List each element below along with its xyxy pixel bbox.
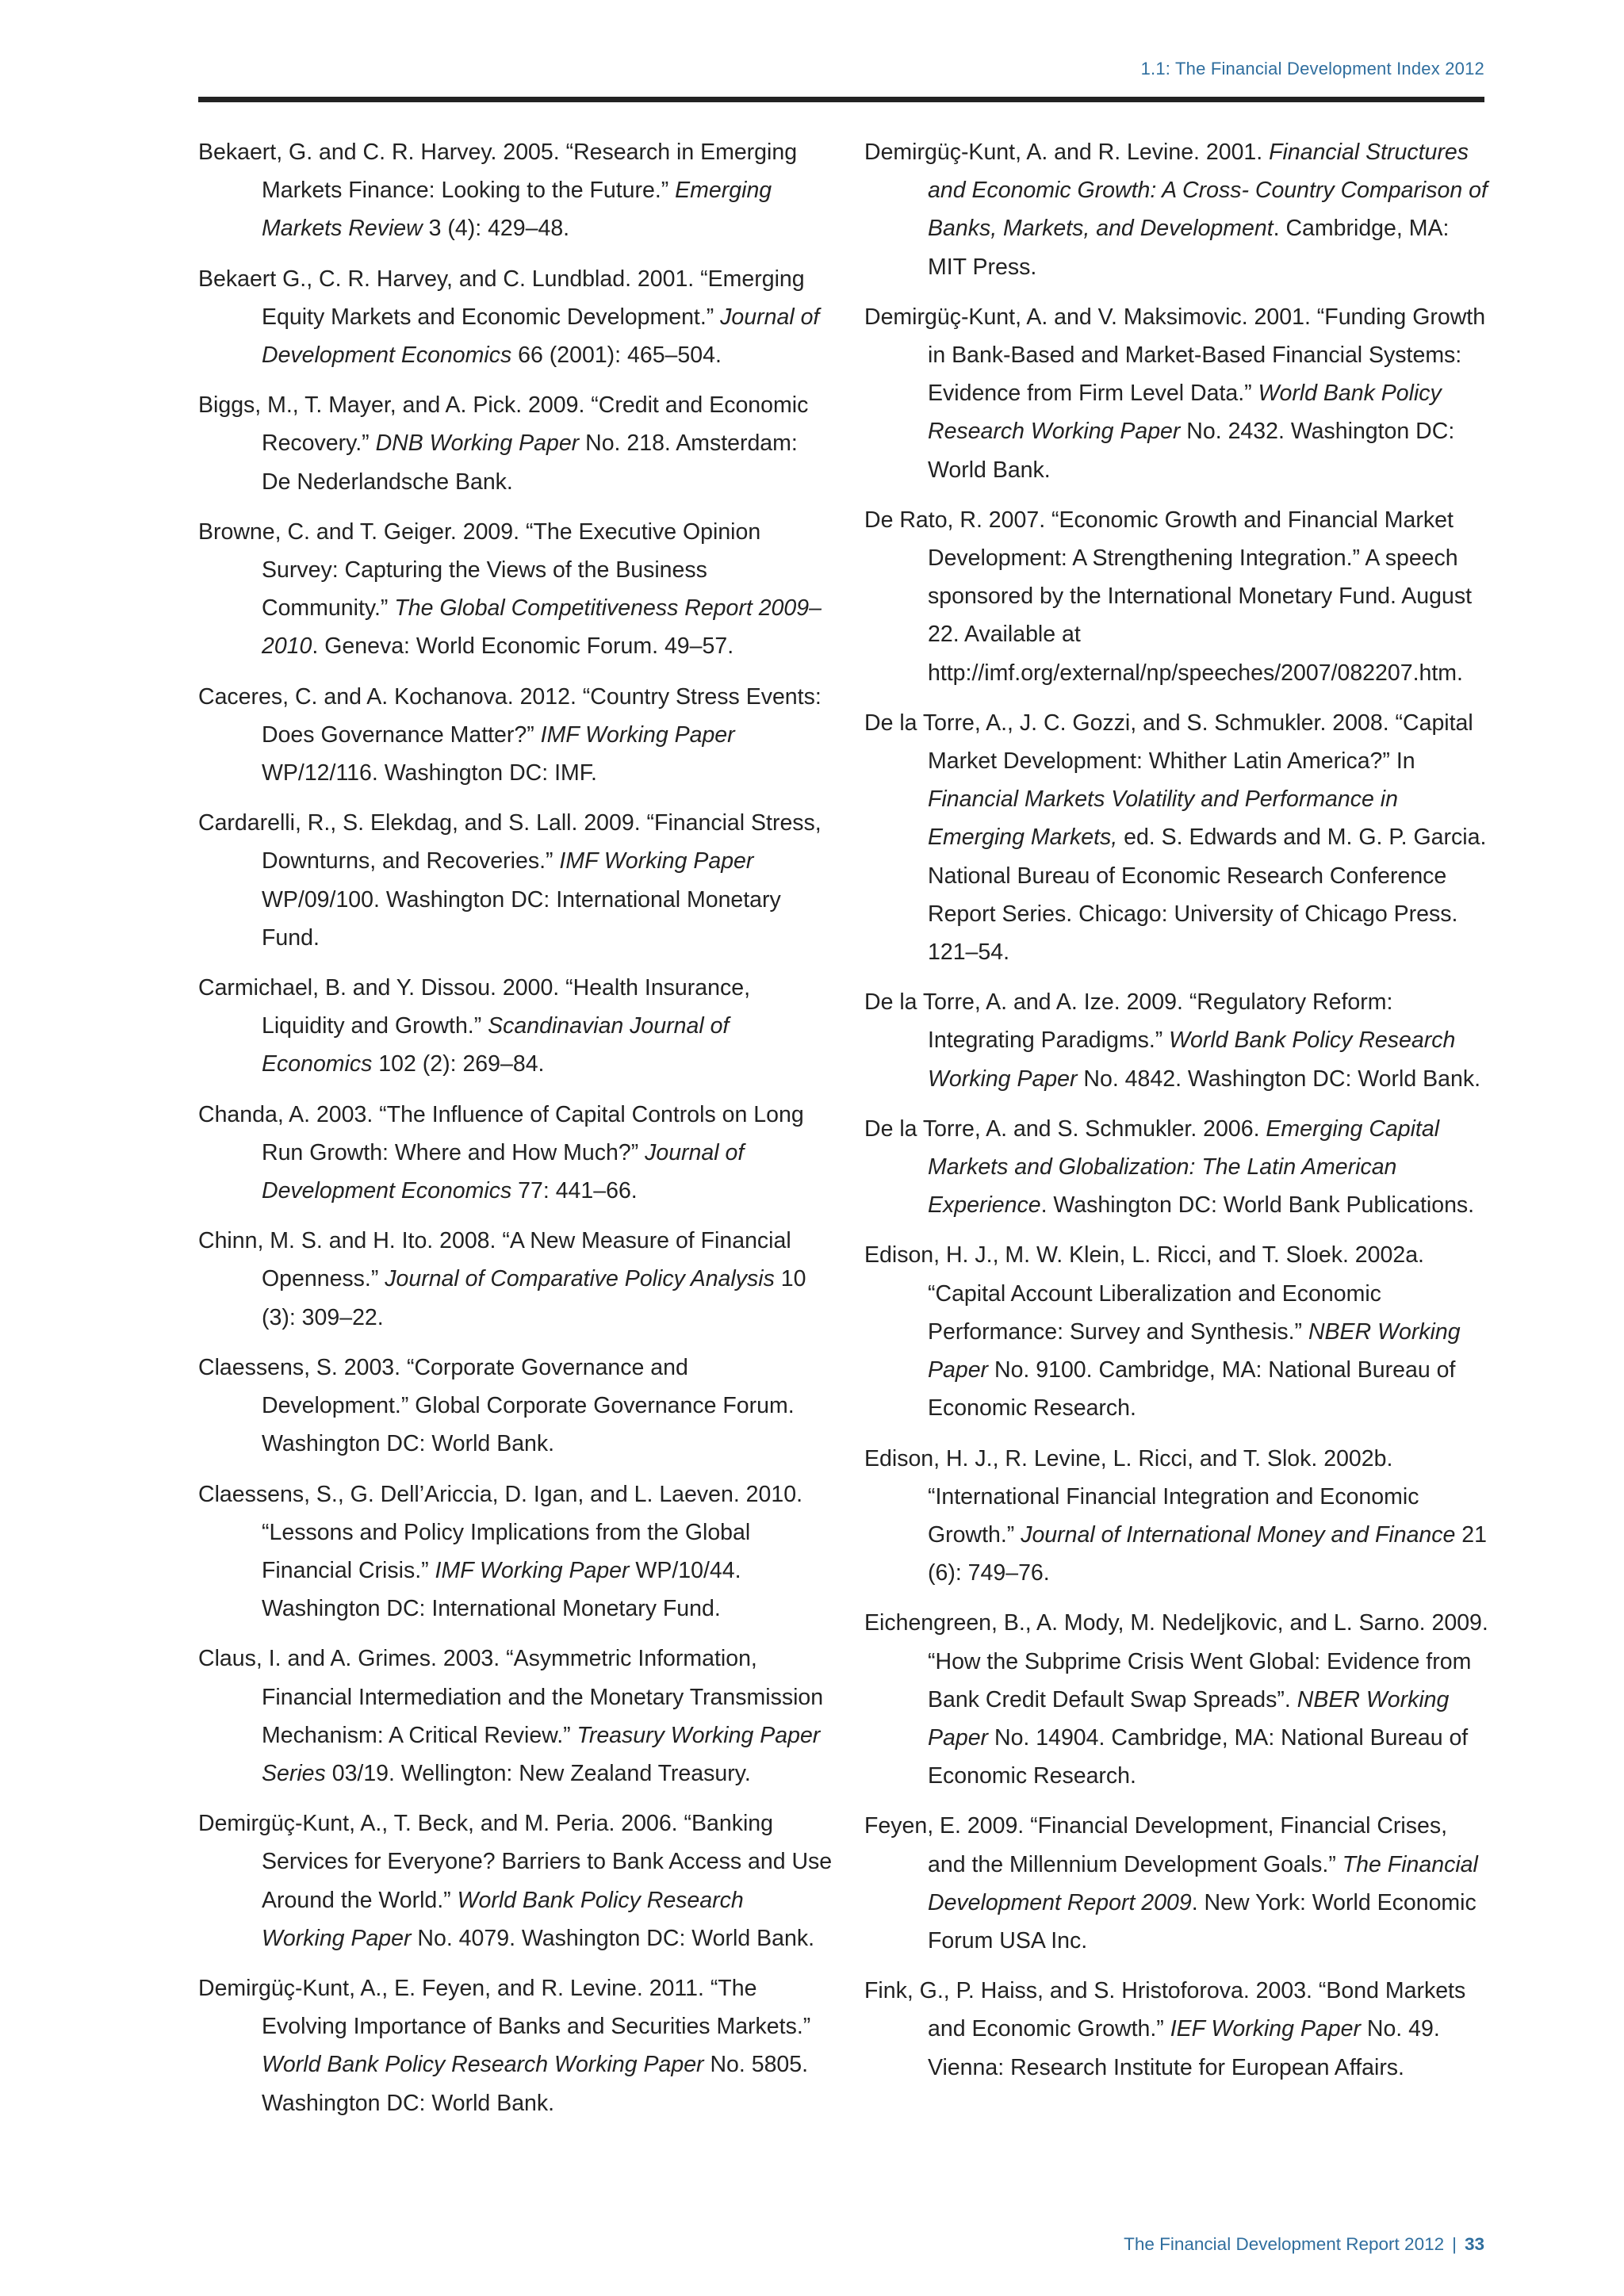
reference-title-italic: Scandinavian Journal of Economics [262,1013,730,1077]
reference-entry [198,969,833,1084]
reference-entry [198,133,833,248]
references-left-column [198,133,833,2134]
reference-text: Eichengreen, B., A. Mody, M. Nedeljkovic, and L. Sarno. 2009. “How the Subprime Crisis Went Global: Evidence from Bank Credit Default Swap Spreads”. [864,1610,1488,1712]
reference-text: No. 2432. Washington DC: World Bank. [928,419,1455,483]
reference-title-italic: Journal of Development Economics [262,304,820,369]
reference-text: . Cambridge, MA: MIT Press. [928,216,1450,280]
reference-text: No. 9100. Cambridge, MA: National Bureau of Economic Research. [928,1357,1456,1422]
footer-report-title: The Financial Development Report 2012 [1124,2234,1445,2254]
reference-title-italic: Emerging Markets Review [262,178,772,242]
page-footer [1124,2234,1484,2255]
reference-text: No. 14904. Cambridge, MA: National Bureau of Economic Research. [928,1724,1469,1789]
reference-text: De la Torre, A., J. C. Gozzi, and S. Schmukler. 2008. “Capital Market Development: Whither Latin America?” In [864,710,1473,775]
references-right-column [864,133,1491,2099]
reference-text: Chanda, A. 2003. “The Influence of Capital Controls on Long Run Growth: Where and How Much?” [198,1101,804,1165]
reference-text: 102 (2): 269–84. [372,1051,545,1077]
reference-title-italic: IEF Working Paper [1170,2016,1361,2042]
reference-text: Bekaert, G. and C. R. Harvey. 2005. “Research in Emerging Markets Finance: Looking to the Future.” [198,140,798,204]
reference-title-italic: The Global Competitiveness Report 2009–2010 [262,595,822,660]
reference-entry [864,1807,1491,1960]
reference-entry [198,386,833,501]
reference-entry [198,1349,833,1464]
reference-title-italic: World Bank Policy Research Working Paper [262,2052,704,2078]
reference-text: Edison, H. J., M. W. Klein, L. Ricci, and T. Sloek. 2002a. “Capital Account Liberalization and Economic Performance: Survey and Synthesis.” [864,1242,1424,1345]
reference-title-italic: Journal of International Money and Finance [1021,1521,1456,1548]
reference-text: Claessens, S. 2003. “Corporate Governance and Development.” Global Corporate Governance Forum. Washington DC: World Bank. [198,1354,795,1457]
reference-title-italic: Journal of Development Economics [262,1139,745,1204]
reference-entry [198,1475,833,1628]
reference-title-italic: Journal of Comparative Policy Analysis [385,1266,775,1292]
reference-text: No. 49. Vienna: Research Institute for European Affairs. [928,2016,1440,2080]
reference-entry [864,298,1491,489]
reference-entry [864,133,1491,286]
reference-text: Browne, C. and T. Geiger. 2009. “The Executive Opinion Survey: Capturing the Views of the Business Community.” [198,519,761,622]
reference-title-italic: Emerging Capital Markets and Globalization: The Latin American Experience [928,1115,1440,1219]
reference-text: Cardarelli, R., S. Elekdag, and S. Lall. 2009. “Financial Stress, Downturns, and Recoveries.” [198,810,822,874]
reference-entry [198,678,833,793]
reference-text: Chinn, M. S. and H. Ito. 2008. “A New Measure of Financial Openness.” [198,1228,791,1292]
reference-text: WP/09/100. Washington DC: International Monetary Fund. [262,886,781,951]
reference-entry [864,983,1491,1098]
reference-entry [198,1640,833,1793]
reference-title-italic: The Financial Development Report 2009 [928,1851,1478,1915]
reference-entry [198,1096,833,1211]
reference-title-italic: World Bank Policy Research Working Paper [928,1027,1456,1092]
reference-title-italic: IMF Working Paper [559,848,754,874]
reference-entry [864,1604,1491,1795]
reference-text: Carmichael, B. and Y. Dissou. 2000. “Health Insurance, Liquidity and Growth.” [198,975,750,1039]
reference-text: Demirgüç-Kunt, A., T. Beck, and M. Peria. 2006. “Banking Services for Everyone? Barriers to Bank Access and Use Around the World.” [198,1811,833,1913]
running-head: 1.1: The Financial Development Index 2012 [1140,59,1484,78]
reference-text: WP/12/116. Washington DC: IMF. [262,760,597,786]
reference-text: 66 (2001): 465–504. [511,342,722,369]
reference-text: No. 5805. Washington DC: World Bank. [262,2052,809,2116]
reference-text: Feyen, E. 2009. “Financial Development, Financial Crises, and the Millennium Development Goals.” [864,1813,1448,1877]
reference-text: Biggs, M., T. Mayer, and A. Pick. 2009. “Credit and Economic Recovery.” [198,392,809,457]
reference-title-italic: Treasury Working Paper Series [262,1722,821,1786]
reference-text: No. 4842. Washington DC: World Bank. [1077,1066,1480,1092]
reference-entry [198,1804,833,1957]
header-rule [198,97,1484,102]
reference-text: Fink, G., P. Haiss, and S. Hristoforova. 2003. “Bond Markets and Economic Growth.” [864,1978,1466,2042]
reference-entry [864,1110,1491,1225]
reference-text: Demirgüç-Kunt, A. and R. Levine. 2001. [864,140,1270,165]
reference-text: . Geneva: World Economic Forum. 49–57. [312,633,734,660]
reference-title-italic: DNB Working Paper [375,430,580,457]
reference-text: 3 (4): 429–48. [422,216,570,242]
reference-text: Demirgüç-Kunt, A., E. Feyen, and R. Levine. 2011. “The Evolving Importance of Banks and Securities Markets.” [198,1975,811,2040]
reference-text: Edison, H. J., R. Levine, L. Ricci, and T. Slok. 2002b. “International Financial Integration and Economic Growth.” [864,1445,1419,1548]
page-number: 33 [1464,2234,1484,2254]
reference-text: De la Torre, A. and A. Ize. 2009. “Regulatory Reform: Integrating Paradigms.” [864,989,1393,1054]
reference-entry [198,1969,833,2122]
reference-title-italic: World Bank Policy Research Working Paper [262,1887,744,1951]
reference-entry [864,1236,1491,1427]
reference-title-italic: Financial Structures and Economic Growth: A Cross- Country Comparison of Banks, Markets, and Development [928,140,1488,242]
reference-entry [198,260,833,375]
reference-title-italic: World Bank Policy Research Working Paper [928,381,1442,445]
reference-title-italic: Financial Markets Volatility and Performance in Emerging Markets, [928,786,1398,851]
reference-entry [198,513,833,666]
reference-text: De Rato, R. 2007. “Economic Growth and Financial Market Development: A Strengthening Integration.” A speech sponsored by the International Monetary Fund. August 22. Available at http://imf.org/external/np/speeches/2007/082207.htm. [864,507,1473,686]
reference-text: 77: 441–66. [511,1178,638,1204]
reference-text: 03/19. Wellington: New Zealand Treasury. [325,1760,751,1786]
reference-text: 10 (3): 309–22. [262,1266,806,1330]
reference-text: Claessens, S., G. Dell’Ariccia, D. Igan, and L. Laeven. 2010. “Lessons and Policy Implications from the Global Financial Crisis.” [198,1481,802,1583]
reference-text: . Washington DC: World Bank Publications. [1040,1192,1475,1219]
reference-title-italic: NBER Working Paper [928,1686,1450,1751]
reference-text: No. 4079. Washington DC: World Bank. [411,1925,814,1951]
reference-text: 21 (6): 749–76. [928,1521,1487,1586]
reference-text: Claus, I. and A. Grimes. 2003. “Asymmetric Information, Financial Intermediation and the Monetary Transmission Mechanism: A Critical Review.” [198,1646,824,1748]
footer-separator: | [1452,2234,1457,2254]
reference-entry [864,501,1491,692]
reference-text: De la Torre, A. and S. Schmukler. 2006. [864,1115,1266,1142]
reference-title-italic: NBER Working Paper [928,1318,1461,1383]
reference-entry [864,704,1491,971]
reference-text: Caceres, C. and A. Kochanova. 2012. “Country Stress Events: Does Governance Matter?” [198,683,822,748]
reference-text: WP/10/44. Washington DC: International Monetary Fund. [262,1557,741,1622]
reference-text: . New York: World Economic Forum USA Inc. [928,1889,1477,1954]
reference-text: ed. S. Edwards and M. G. P. Garcia. National Bureau of Economic Research Conference Report Series. Chicago: University of Chicago Press. 121–54. [928,825,1487,966]
reference-entry [864,1972,1491,2087]
reference-text: Demirgüç-Kunt, A. and V. Maksimovic. 2001. “Funding Growth in Bank-Based and Market-Based Financial Systems: Evidence from Firm Level Data.” [864,304,1486,407]
reference-text: Bekaert G., C. R. Harvey, and C. Lundblad. 2001. “Emerging Equity Markets and Economic Development.” [198,266,805,330]
reference-title-italic: IMF Working Paper [540,721,735,748]
reference-title-italic: IMF Working Paper [435,1557,630,1583]
reference-entry [198,1222,833,1337]
reference-text: No. 218. Amsterdam: De Nederlandsche Bank. [262,430,798,495]
reference-entry [198,804,833,957]
reference-entry [864,1440,1491,1593]
